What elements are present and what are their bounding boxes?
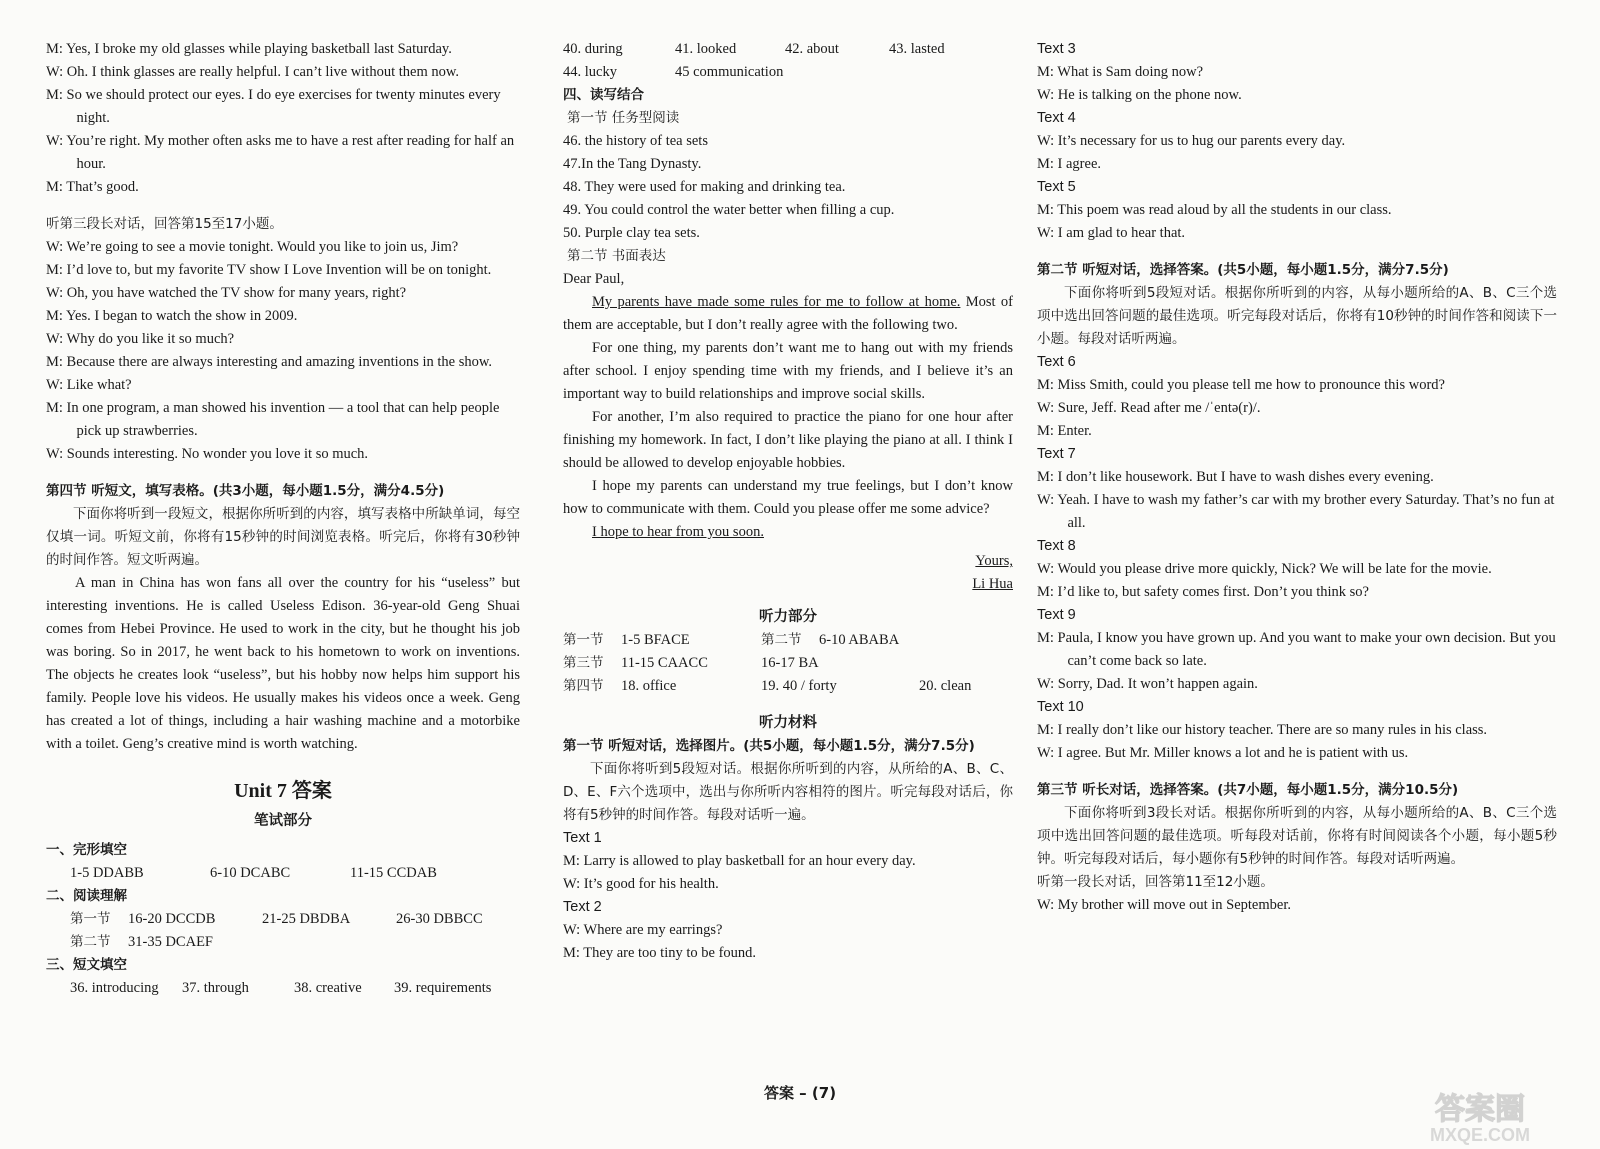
dialog-line: W: Oh, you have watched the TV show for many years, right?: [46, 285, 407, 301]
answer: 19. 40 / forty: [761, 678, 837, 694]
dialog-line: W: It’s good for his health.: [563, 876, 719, 892]
answer: 20. clean: [919, 678, 972, 694]
dialog-line: W: Where are my earrings?: [563, 922, 723, 938]
letter-paragraph: [563, 291, 1013, 337]
right-column: [1037, 38, 1557, 917]
left-column: [46, 38, 520, 1000]
answer: 44. lucky: [563, 64, 617, 80]
letter-signature: [563, 573, 1013, 596]
answer-line: 46. the history of tea sets: [563, 133, 708, 149]
dialog-line: W: Sorry, Dad. It won’t happen again.: [1037, 676, 1258, 692]
text-label: Text 7: [1037, 446, 1076, 462]
dialog-line: M: Yes. I began to watch the show in 2009.: [46, 308, 298, 324]
listening-answers-row: [563, 675, 1013, 698]
answer: 43. lasted: [889, 41, 945, 57]
section-instructions: 下面你将听到3段长对话。根据你所听到的内容，从每小题所给的A、B、C三个选项中选出回答问题的最佳选项。听每段对话前，你将有时间阅读各个小题，每小题5秒钟。听完每段对话后，每小题你有5秒钟的时间作答。每段对话听两遍。: [1037, 805, 1557, 867]
letter-paragraph: For one thing, my parents don’t want me to hang out with my friends after school. I enjoy spending time with my friends, and I believe it’s an important way to build relationships and improve social skills.: [563, 340, 1013, 402]
answer-label: 第一节: [70, 911, 111, 927]
watermark-logo: [1390, 1085, 1570, 1145]
dialog-intro: 听第一段长对话，回答第11至12小题。: [1037, 874, 1274, 890]
written-part-title: 笔试部分: [254, 813, 312, 829]
answer-label: 第一节: [563, 632, 604, 648]
dialog-line: W: It’s necessary for us to hug our parents every day.: [1037, 133, 1346, 149]
text-label: Text 8: [1037, 538, 1076, 554]
answer: 45 communication: [675, 64, 784, 80]
dialog-line: M: Paula, I know you have grown up. And you want to make your own decision. But you can’t come back so late.: [1037, 630, 1556, 669]
dialog-line: M: That’s good.: [46, 179, 139, 195]
fill-title: 三、短文填空: [46, 957, 127, 973]
dialog-line: M: In one program, a man showed his invention — a tool that can help people pick up strawberries.: [46, 400, 500, 439]
dialog-line: M: What is Sam doing now?: [1037, 64, 1204, 80]
answer-line: 50. Purple clay tea sets.: [563, 225, 700, 241]
reading-answers-row: [46, 908, 520, 931]
unit-title: Unit 7 答案: [234, 780, 332, 802]
dialog-line: M: I don’t like housework. But I have to wash dishes every evening.: [1037, 469, 1434, 485]
dialog-line: W: You’re right. My mother often asks me to have a rest after reading for half an hour.: [46, 133, 515, 172]
answer: 11-15 CCDAB: [350, 865, 437, 881]
answer: 18. office: [621, 678, 677, 694]
dialog-line: M: I’d like to, but safety comes first. Don’t you think so?: [1037, 584, 1369, 600]
dialog-line: W: He is talking on the phone now.: [1037, 87, 1242, 103]
answer: 1-5 BFACE: [621, 632, 690, 648]
task-reading-title: 第一节 任务型阅读: [567, 110, 680, 126]
listening-answers-row: [563, 629, 1013, 652]
dialog-line: W: We’re going to see a movie tonight. Would you like to join us, Jim?: [46, 239, 459, 255]
dialog-line: W: I agree. But Mr. Miller knows a lot and he is patient with us.: [1037, 745, 1409, 761]
dialog-line: M: Yes, I broke my old glasses while playing basketball last Saturday.: [46, 41, 452, 57]
dialog-line: W: Oh. I think glasses are really helpful. I can’t live without them now.: [46, 64, 460, 80]
answer-label: 第四节: [563, 678, 604, 694]
answer: 40. during: [563, 41, 623, 57]
dialog-line: W: Why do you like it so much?: [46, 331, 235, 347]
dialog-line: M: Larry is allowed to play basketball for an hour every day.: [563, 853, 916, 869]
answer: 36. introducing: [70, 980, 159, 996]
text-label: Text 1: [563, 830, 602, 846]
answer: 41. looked: [675, 41, 737, 57]
cloze-title: 一、完形填空: [46, 842, 127, 858]
reading-title: 二、阅读理解: [46, 888, 127, 904]
dialog-line: M: Because there are always interesting and amazing inventions in the show.: [46, 354, 493, 370]
dialog-line: W: Sure, Jeff. Read after me /ˈentə(r)/.: [1037, 400, 1261, 416]
dialog-line: M: Miss Smith, could you please tell me how to pronounce this word?: [1037, 377, 1445, 393]
dialog-line: W: I am glad to hear that.: [1037, 225, 1186, 241]
middle-column: [563, 38, 1013, 965]
dialog-line: M: This poem was read aloud by all the students in our class.: [1037, 202, 1392, 218]
text-label: Text 10: [1037, 699, 1084, 715]
text-label: Text 3: [1037, 41, 1076, 57]
dialog-line: W: Sounds interesting. No wonder you love it so much.: [46, 446, 369, 462]
text-label: Text 9: [1037, 607, 1076, 623]
answer: 1-5 DDABB: [70, 865, 144, 881]
answer: 6-10 ABABA: [819, 632, 900, 648]
answer: 42. about: [785, 41, 839, 57]
answer-label: 第三节: [563, 655, 604, 671]
dialog-line: W: Yeah. I have to wash my father’s car with my brother every Saturday. That’s no fun at all.: [1037, 492, 1555, 531]
section-instructions: 下面你将听到一段短文，根据你所听到的内容，填写表格中所缺单词，每空仅填一词。听短文前，你将有15秒钟的时间浏览表格。听完后，你将有30秒钟的时间作答。短文听两遍。: [46, 506, 520, 568]
text-label: Text 2: [563, 899, 602, 915]
letter-paragraph: I hope my parents can understand my true feelings, but I don’t know how to communicate with them. Could you please offer me some advice?: [563, 478, 1013, 517]
dialog-line: M: So we should protect our eyes. I do eye exercises for twenty minutes every night.: [46, 87, 501, 126]
letter-greeting: Dear Paul,: [563, 271, 625, 287]
text-label: Text 6: [1037, 354, 1076, 370]
writing-title: 第二节 书面表达: [567, 248, 666, 264]
answer: 31-35 DCAEF: [128, 934, 213, 950]
text-label: Text 5: [1037, 179, 1076, 195]
answer-line: 48. They were used for making and drinking tea.: [563, 179, 846, 195]
cloze-answers: [46, 862, 520, 885]
section-title: 第三节 听长对话，选择答案。(共7小题，每小题1.5分，满分10.5分): [1037, 782, 1459, 798]
reading-answers-row: [46, 931, 520, 954]
reading-writing-title: 四、读写结合: [563, 87, 644, 103]
answer: 6-10 DCABC: [210, 865, 291, 881]
answer: 39. requirements: [394, 980, 492, 996]
letter-signature-text: Li Hua: [972, 576, 1013, 592]
dialog-line: M: Enter.: [1037, 423, 1092, 439]
section-title: 第一节 听短对话，选择图片。(共5小题，每小题1.5分，满分7.5分): [563, 738, 975, 754]
answer: 38. creative: [294, 980, 362, 996]
passage: A man in China has won fans all over the country for his “useless” but interesting inventions. He is called Useless Edison. 36-year-old Geng Shuai comes from Hebei Province. He used to work in the city, but he thought his job was boring. So in 2017, he went back to his hometown to work on inventions. The objects he creates look “useless”, but his hobby now helps him support his family. People love his videos. He usually makes his videos once a week. Geng has created a lot of things, including a hair washing machine and a motorbike with a toilet. Geng’s creative mind is worth watching.: [46, 575, 520, 752]
letter-sign: [563, 550, 1013, 573]
text-label: Text 4: [1037, 110, 1076, 126]
answer-label: 第二节: [70, 934, 111, 950]
fill-answers-row: [563, 61, 1013, 84]
section-title: 第四节 听短文，填写表格。(共3小题，每小题1.5分，满分4.5分): [46, 483, 445, 499]
dialog-line: W: Like what?: [46, 377, 132, 393]
watermark-text: 答案圈: [1435, 1092, 1525, 1127]
fill-answers-row: [46, 977, 520, 1000]
fill-answers-row: [563, 38, 1013, 61]
answer: 16-17 BA: [761, 655, 819, 671]
letter-paragraph: For another, I’m also required to practice the piano for one hour after finishing my homework. In fact, I don’t like playing the piano at all. I think I should be allowed to develop enjoyable hobbies.: [563, 409, 1013, 471]
answer: 26-30 DBBCC: [396, 911, 483, 927]
watermark-url: MXQE.COM: [1429, 1125, 1531, 1145]
letter-closing-text: I hope to hear from you soon.: [592, 524, 764, 540]
dialog-intro: 听第三段长对话，回答第15至17小题。: [46, 216, 283, 232]
dialog-line: W: Would you please drive more quickly, Nick? We will be late for the movie.: [1037, 561, 1492, 577]
answer: 16-20 DCCDB: [128, 911, 216, 927]
page-footer: 答案 – (7): [763, 1084, 837, 1102]
answer: 11-15 CAACC: [621, 655, 708, 671]
dialog-line: W: My brother will move out in September.: [1037, 897, 1291, 913]
listening-title: 听力部分: [759, 609, 817, 625]
answer-line: 49. You could control the water better when filling a cup.: [563, 202, 895, 218]
dialog-line: M: They are too tiny to be found.: [563, 945, 757, 961]
answer-line: 47.In the Tang Dynasty.: [563, 156, 702, 172]
letter-topic-sentence: My parents have made some rules for me to follow at home.: [592, 294, 961, 310]
dialog-line: M: I agree.: [1037, 156, 1102, 172]
section-instructions: 下面你将听到5段短对话。根据你所听到的内容，从每小题所给的A、B、C三个选项中选出回答问题的最佳选项。听完每段对话后，你将有10秒钟的时间作答和阅读下一小题。每段对话听两遍。: [1037, 285, 1557, 347]
section-instructions: 下面你将听到5段短对话。根据你所听到的内容，从所给的A、B、C、D、E、F六个选项中，选出与你所听内容相符的图片。听完每段对话后，你将有5秒钟的时间作答。每段对话听一遍。: [563, 761, 1013, 823]
section-title: 第二节 听短对话，选择答案。(共5小题，每小题1.5分，满分7.5分): [1037, 262, 1449, 278]
answer: 37. through: [182, 980, 249, 996]
letter-sign-text: Yours,: [975, 553, 1013, 569]
dialog-line: M: I’d love to, but my favorite TV show I Love Invention will be on tonight.: [46, 262, 492, 278]
dialog-line: M: I really don’t like our history teacher. There are so many rules in his class.: [1037, 722, 1488, 738]
letter-closing: [563, 521, 1013, 544]
letter-text: Most of them are acceptable, but I don’t really agree with the following two.: [563, 294, 1013, 333]
answer-label: 第二节: [761, 632, 802, 648]
answer: 21-25 DBDBA: [262, 911, 351, 927]
material-title: 听力材料: [759, 715, 817, 731]
listening-answers-row: [563, 652, 1013, 675]
